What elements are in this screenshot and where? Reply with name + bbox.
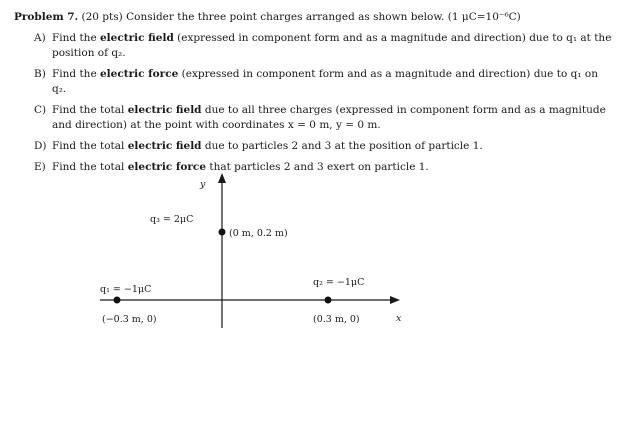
part-text-after: due to all three charges (expressed in component form and as a magnitude and direction) at the point with coordinates x = 0 m, y = 0 m.	[52, 104, 606, 131]
x-axis-label: x	[396, 313, 402, 324]
part-text-after: that particles 2 and 3 exert on particle 1.	[206, 161, 429, 173]
y-axis-label: y	[200, 179, 206, 190]
part-keyword: electric field	[100, 32, 174, 44]
part-text-before: Find the total	[52, 161, 128, 173]
part-d	[14, 139, 614, 154]
charge-q3-label: q₃ = 2μC	[150, 214, 194, 225]
part-text-before: Find the total	[52, 104, 128, 116]
problem-points: (20 pts)	[81, 11, 123, 23]
part-text-after: due to particles 2 and 3 at the position of particle 1.	[201, 140, 483, 152]
problem-statement: Consider the three point charges arranged as shown below.	[126, 11, 445, 23]
part-keyword: electric field	[127, 140, 202, 152]
charge-q2-label: q₂ = −1μC	[313, 277, 365, 288]
problem-text	[14, 10, 614, 181]
part-label: A)	[34, 32, 46, 44]
charge-q1-dot	[114, 297, 121, 304]
problem-parts	[14, 31, 614, 175]
part-label: D)	[34, 140, 47, 152]
charge-q2-dot	[325, 297, 332, 304]
part-keyword: electric force	[100, 68, 179, 80]
part-keyword: electric force	[127, 161, 207, 173]
part-keyword: electric field	[127, 104, 202, 116]
x-axis-arrowhead	[390, 296, 400, 304]
part-label: C)	[34, 104, 47, 116]
charge-q2-coord: (0.3 m, 0)	[313, 314, 360, 325]
part-text-after: (expressed in component form and as a magnitude and direction) due to q₁ on q₂.	[52, 68, 598, 95]
part-label: B)	[34, 68, 46, 80]
part-text-before: Find the	[52, 68, 100, 80]
part-a	[14, 31, 614, 61]
part-c	[14, 103, 614, 133]
problem-unit-note: (1 μC=10⁻⁶C)	[447, 11, 521, 23]
charge-q1-coord: (−0.3 m, 0)	[102, 314, 157, 325]
part-text-before: Find the	[52, 32, 100, 44]
part-text-after: (expressed in component form and as a magnitude and direction) due to q₁ at the position of q₂.	[52, 32, 612, 59]
charge-q3-dot	[219, 229, 226, 236]
part-label: E)	[34, 161, 46, 173]
part-e	[14, 160, 614, 175]
part-text-before: Find the total	[52, 140, 128, 152]
problem-number: Problem 7.	[14, 11, 79, 23]
charge-q3-coord: (0 m, 0.2 m)	[229, 228, 288, 239]
part-b	[14, 67, 614, 97]
problem-header	[14, 10, 614, 25]
charge-q1-label: q₁ = −1μC	[100, 284, 152, 295]
